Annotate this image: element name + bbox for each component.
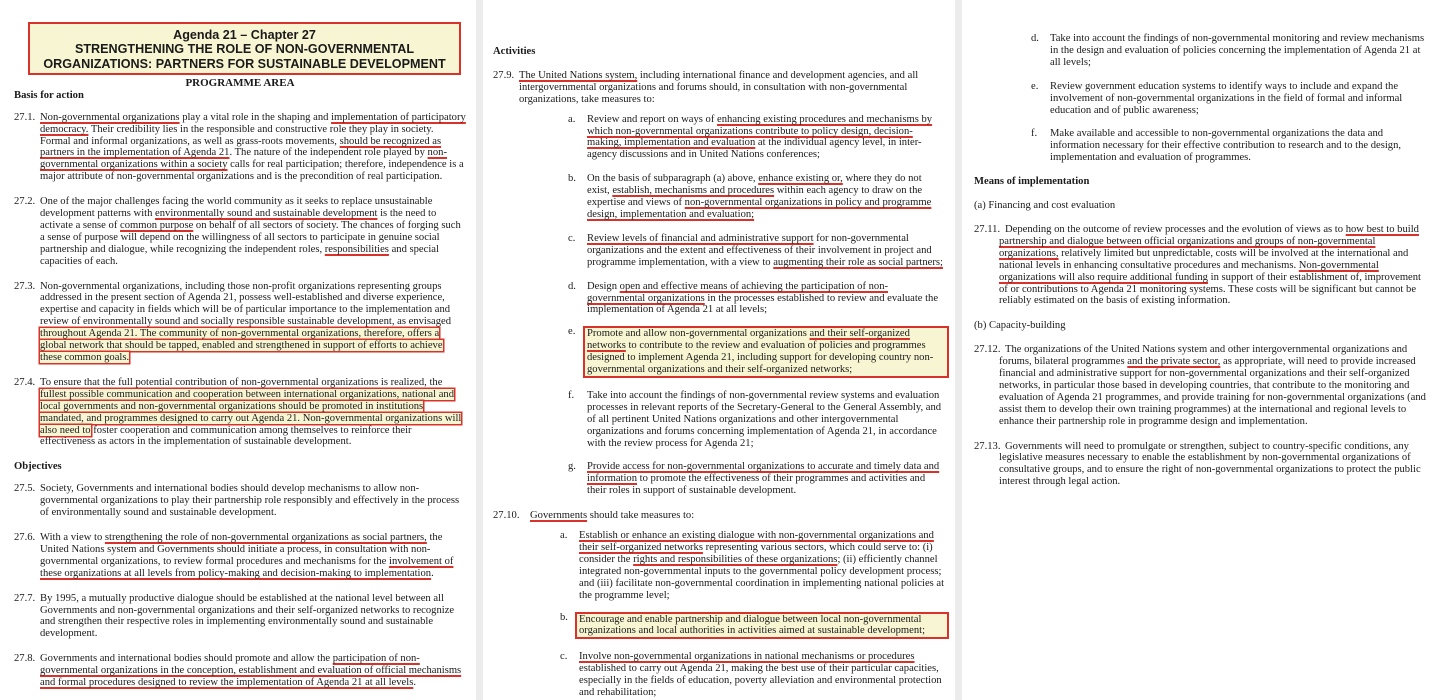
list-item <box>1031 128 1426 164</box>
paragraph <box>14 281 466 364</box>
list-item <box>568 173 945 221</box>
paragraph-text <box>40 593 466 641</box>
list-item <box>568 233 945 269</box>
paragraph-number: 27.6. <box>14 531 36 543</box>
text: representing various sectors, which could serve to: (i) consider the <box>579 542 933 565</box>
text: With a view to <box>40 531 105 543</box>
paragraph-number: 27.13. <box>974 440 1001 452</box>
item-text <box>587 114 932 161</box>
item-list <box>568 114 945 498</box>
list-item <box>568 281 945 317</box>
paragraph-text <box>40 653 466 689</box>
text: Design <box>587 280 620 292</box>
item-text <box>1050 33 1424 68</box>
item-text <box>583 326 949 378</box>
item-letter: a. <box>560 530 568 542</box>
underlined-text: Non-governmental organizations will also require additional funding <box>999 259 1379 283</box>
paragraph <box>493 70 945 497</box>
paragraph-text <box>999 224 1426 307</box>
subsection-heading: (b) Capacity-building <box>974 320 1066 332</box>
list-item <box>568 114 945 162</box>
title-line: STRENGTHENING THE ROLE OF NON-GOVERNMENTAL <box>74 42 415 57</box>
text: Society, Governments and international bodies should develop mechanisms to allow non-governmental organizations to play their partnership role responsibly and effectively in the process of environmentally sound and sustainable development. <box>40 483 460 519</box>
item-letter: e. <box>568 326 576 338</box>
text: at the individual agency level, in inter-agency discussions and in United Nations conferences; <box>587 137 922 161</box>
underlined-text: implementation of participatory democracy. <box>40 111 466 135</box>
text: On the basis of subparagraph (a) above, <box>587 173 759 185</box>
paragraph-number: 27.1. <box>14 111 36 123</box>
text: Their credibility lies in the responsible and constructive role they play in society. Formal and informal organizations, as well as grass-roots movements, <box>40 123 434 147</box>
item-letter: e. <box>1031 80 1039 92</box>
paragraph <box>14 532 466 580</box>
text: relatively limited but unpredictable, costs will be involved at the international and national levels in enhancing consultative procedures and mechanisms. <box>999 247 1409 271</box>
paragraph <box>974 224 1426 307</box>
text: Governments and international bodies should promote and allow the <box>40 653 333 665</box>
item-text <box>1050 128 1401 163</box>
paragraph-number: 27.8. <box>14 653 36 665</box>
text: The organizations of the United Nations system and other intergovernmental organizations and forums, bilateral programmes <box>999 344 1408 368</box>
item-text <box>587 281 938 316</box>
list-item <box>1031 81 1426 117</box>
text: and special capacities of each. <box>40 243 439 267</box>
underlined-text: Governments <box>530 510 588 522</box>
underlined-text: Involve non-governmental organizations in national mechanisms or procedures <box>579 651 915 663</box>
list-item <box>1031 33 1426 69</box>
underlined-text: and their self-organized networks <box>587 328 910 352</box>
underlined-text: how best to build partnership and dialogue between official organizations and groups of non-governmental organizations, <box>999 223 1419 259</box>
paragraph-text <box>40 196 466 267</box>
paragraph-number: 27.11. <box>974 223 1001 235</box>
text: . <box>413 677 416 689</box>
item-letter: f. <box>1031 128 1038 140</box>
text: should take measures to: <box>587 510 695 522</box>
paragraph-number: 27.3. <box>14 280 36 292</box>
item-letter: d. <box>1031 33 1039 44</box>
text: Review government education systems to identify ways to include and expand the involvement of non-governmental organizations in the field of formal and informal education and of public awareness; <box>1050 80 1403 116</box>
item-text <box>579 651 942 698</box>
text: on behalf of all sectors of society. The chances of forging such a sense of purpose will depend on the willingness of all sectors to participate in genuine social partnership and dialogue, while recognizing the independent roles, <box>40 219 461 255</box>
paragraph-text <box>40 377 466 448</box>
text: Governments will need to promulgate or strengthen, subject to country-specific conditions, any legislative measures necessary to enable the establishment by non-governmental organizations of consultative groups, and to ensure the right of non-governmental organizations to protect the public interest through legal action. <box>999 440 1421 488</box>
underlined-text: and the private sector, <box>1127 356 1221 368</box>
underlined-text: augmenting their role as social partners; <box>773 256 943 268</box>
text: to promote the effectiveness of their programmes and activities and their roles in support of sustainable development. <box>587 473 926 497</box>
paragraph <box>14 112 466 183</box>
text: One of the major challenges facing the world community as it seeks to replace unsustainable development patterns with <box>40 196 433 220</box>
paragraph-text <box>40 483 466 519</box>
underlined-text: involvement of these organizations at all levels from policy-making and decision-making to implementation <box>40 555 454 579</box>
underlined-text: non-governmental organizations in policy and programme design, implementation and evaluation; <box>587 197 932 220</box>
paragraph-text <box>40 112 466 183</box>
paragraph <box>14 653 466 689</box>
paragraph-number: 27.9. <box>493 69 515 81</box>
text: in the processes established to review and evaluate the implementation of Agenda 21 at all levels; <box>587 292 939 316</box>
paragraph-number: 27.2. <box>14 196 36 208</box>
paragraph-number: 27.10. <box>493 510 520 522</box>
item-letter: g. <box>568 461 576 473</box>
document-page-2 <box>483 0 955 700</box>
underlined-text: enhance existing or, <box>758 173 843 185</box>
list-item <box>560 612 945 640</box>
underlined-text: Review levels of financial and administrative support <box>587 232 814 244</box>
item-text <box>579 530 944 601</box>
item-letter: f. <box>568 389 575 401</box>
highlighted-text: fullest possible communication and cooperation between international organizations, national and local governments and non-governmental organizations should be promoted in institutions mandated, and programmes designed to carry out Agenda 21. Non-governmental organizations will also need to <box>40 388 462 436</box>
underlined-text: establish, mechanisms and procedures <box>612 185 775 197</box>
list-item <box>568 390 945 450</box>
item-text <box>575 612 949 640</box>
text: within each agency to draw on the expertise and views of <box>587 185 923 209</box>
paragraph <box>14 483 466 519</box>
title-line: Agenda 21 – Chapter 27 <box>173 28 316 42</box>
chapter-title-box <box>28 22 461 75</box>
subsection-heading: (a) Financing and cost evaluation <box>974 200 1116 212</box>
text: Non-governmental organizations, including those non-profit organizations representing groups addressed in the present section of Agenda 21, possess well-established and diverse experience, expertise and capacity in fields which will be of particular importance to the implementation and review of environmentally sound and socially responsible sustainable development, as envisaged <box>40 280 451 328</box>
text: . The nature of the independent role played by <box>229 147 428 159</box>
underlined-text: Provide access for non-governmental organizations to accurate and timely data and information <box>587 461 940 485</box>
text: the United Nations system and Governments should initiate a process, in consultation with non-governmental organizations, to review formal procedures and mechanisms for the <box>40 531 443 567</box>
section-heading: Basis for action <box>14 89 84 101</box>
text: calls for real participation; therefore, independence is a major attribute of non-governmental organizations and is the precondition of real participation. <box>40 159 464 183</box>
continued-item-list <box>1031 33 1426 164</box>
text: established to carry out Agenda 21, making the best use of their particular capacities, especially in the fields of education, poverty alleviation and environmental protection and rehabilitation; <box>579 663 942 699</box>
text: as appropriate, will need to provide increased financial and administrative support for non-governmental organizations and their self-organized networks, in particular those based in developing countries, that contribute to the monitoring and evaluation of Agenda 21 programmes, and provide training for non-governmental organizations (and assist them to develop their own training programmes) at the international and regional levels to enhance their partnership role in programme design and implementation. <box>999 356 1426 427</box>
section-label: PROGRAMME AREA <box>185 76 295 89</box>
item-letter: d. <box>568 280 576 292</box>
underlined-text: rights and responsibilities of these organizations <box>633 553 838 565</box>
text: for non-governmental organizations and the extent and effectiveness of their involvement in project and programme implementation, with a view to <box>587 232 932 268</box>
section-heading: Activities <box>493 46 536 57</box>
paragraph-number: 27.4. <box>14 376 36 388</box>
item-letter: b. <box>560 611 568 623</box>
paragraph <box>974 441 1426 489</box>
paragraph-number: 27.12. <box>974 344 1001 356</box>
paragraph <box>14 377 466 448</box>
list-item <box>568 326 945 378</box>
item-text <box>1050 81 1402 116</box>
title-line: ORGANIZATIONS: PARTNERS FOR SUSTAINABLE DEVELOPMENT <box>43 56 446 71</box>
text: ; (ii) efficiently channel integrated non-governmental inputs to the governmental policy development process; and (iii) facilitate non-governmental coordination in implementing national policies at the programme level; <box>579 553 945 601</box>
text: to contribute to the review and evaluation of policies and programmes designed to implement Agenda 21, including support for developing country non-governmental organizations and their self-organized networks; <box>587 340 934 376</box>
text: play a vital role in the shaping and <box>179 111 332 123</box>
underlined-text: Non-governmental organizations <box>40 111 180 123</box>
underlined-text: environmentally sound and sustainable development <box>155 208 378 220</box>
underlined-text: should be recognized as partners in the implementation of Agenda 21 <box>40 135 442 159</box>
item-text <box>587 390 941 449</box>
underlined-text: responsibilities <box>324 243 389 255</box>
item-list <box>1031 33 1426 164</box>
paragraph <box>974 344 1426 427</box>
text: is the need to activate a sense of <box>40 208 437 231</box>
list-item <box>560 651 945 699</box>
paragraph-number: 27.5. <box>14 483 36 495</box>
paragraph-text <box>999 441 1426 489</box>
underlined-text: participation of non-governmental organizations in the conception, establishment and evaluation of official mechanisms and formal procedures designed to review the implementation of Agenda 21 at all levels <box>40 653 462 689</box>
paragraph <box>493 510 945 699</box>
highlighted-text: throughout Agenda 21. The community of non-governmental organizations, therefore, offers a global network that should be tapped, enabled and strengthened in support of efforts to achieve these common goals. <box>40 328 443 364</box>
text: To ensure that the full potential contribution of non-governmental organizations is realized, the <box>40 376 443 388</box>
underlined-text: open and effective means of achieving the participation of non-governmental organizations <box>587 280 889 304</box>
item-text <box>587 233 943 268</box>
text: Encourage and enable partnership and dialogue between local non-governmental organizations and local authorities in activities aimed at sustainable development; <box>579 613 926 637</box>
text: By 1995, a mutually productive dialogue should be established at the national level between all Governments and non-governmental organizations and their self-organized networks to recognize and strengthen their respective roles in implementing environmentally sound and sustainable development. <box>40 592 455 640</box>
document-page-3 <box>962 0 1456 700</box>
paragraph-text <box>530 510 945 522</box>
underlined-text: Establish or enhance an existing dialogue with non-governmental organizations and their self-organized networks <box>579 530 934 553</box>
paragraph <box>14 196 466 267</box>
list-item <box>560 530 945 601</box>
list-item <box>568 461 945 497</box>
paragraph-number: 27.7. <box>14 592 36 604</box>
item-list <box>560 530 945 699</box>
underlined-text: non-governmental organizations within a society <box>40 147 447 171</box>
item-letter: a. <box>568 113 576 125</box>
item-letter: c. <box>560 651 568 663</box>
underlined-text: The United Nations system, <box>519 69 638 81</box>
paragraph-text <box>999 344 1426 427</box>
underlined-text: enhancing existing procedures and mechanisms by which non-governmental organizations contribute to policy design, decision-making, implementation and evaluation <box>587 113 933 149</box>
item-letter: b. <box>568 173 576 185</box>
item-text <box>587 173 931 220</box>
text: foster cooperation and communication among themselves to reinforce their effectiveness as actors in the implementation of sustainable development. <box>40 424 412 448</box>
section-heading: Means of implementation <box>974 176 1090 188</box>
item-text <box>587 461 939 496</box>
text: Review and report on ways of <box>587 113 718 125</box>
text: Depending on the outcome of review processes and the evolution of views as to <box>1005 223 1346 235</box>
text: including international finance and development agencies, and all intergovernmental organizations and forums should, in consultation with non-governmental organizations, take measures to: <box>519 69 919 105</box>
text: Promote and allow non-governmental organizations <box>587 328 810 340</box>
paragraph-text <box>519 70 945 106</box>
paragraph <box>14 593 466 641</box>
section-heading: Objectives <box>14 461 62 473</box>
item-letter: c. <box>568 232 576 244</box>
underlined-text: common purpose <box>120 219 194 231</box>
paragraph-text <box>40 281 466 364</box>
text: where they do not exist, <box>587 173 922 197</box>
text: in support of their establishment of, improvement of or contributions to Agenda 21 monitoring systems. These costs will be significant but cannot be reliably estimated on the basis of existing information. <box>999 271 1421 307</box>
text: Take into account the findings of non-governmental monitoring and review mechanisms in the design and evaluation of policies concerning the implementation of Agenda 21 at all levels; <box>1050 33 1425 68</box>
paragraph-text <box>40 532 466 580</box>
document-page-1 <box>0 0 476 700</box>
underlined-text: strengthening the role of non-governmental organizations as social partners, <box>104 531 427 543</box>
text: Take into account the findings of non-governmental review systems and evaluation processes in relevant reports of the Secretary-General to the General Assembly, and of all pertinent United Nations organizations and other intergovernmental organizations and forums concerning implementation of Agenda 21, in accordance with the review process for Agenda 21; <box>587 389 942 449</box>
text: . <box>431 567 434 579</box>
text: Make available and accessible to non-governmental organizations the data and information necessary for their effective contribution to research and to the design, implementation and evaluation of programmes. <box>1050 128 1402 164</box>
